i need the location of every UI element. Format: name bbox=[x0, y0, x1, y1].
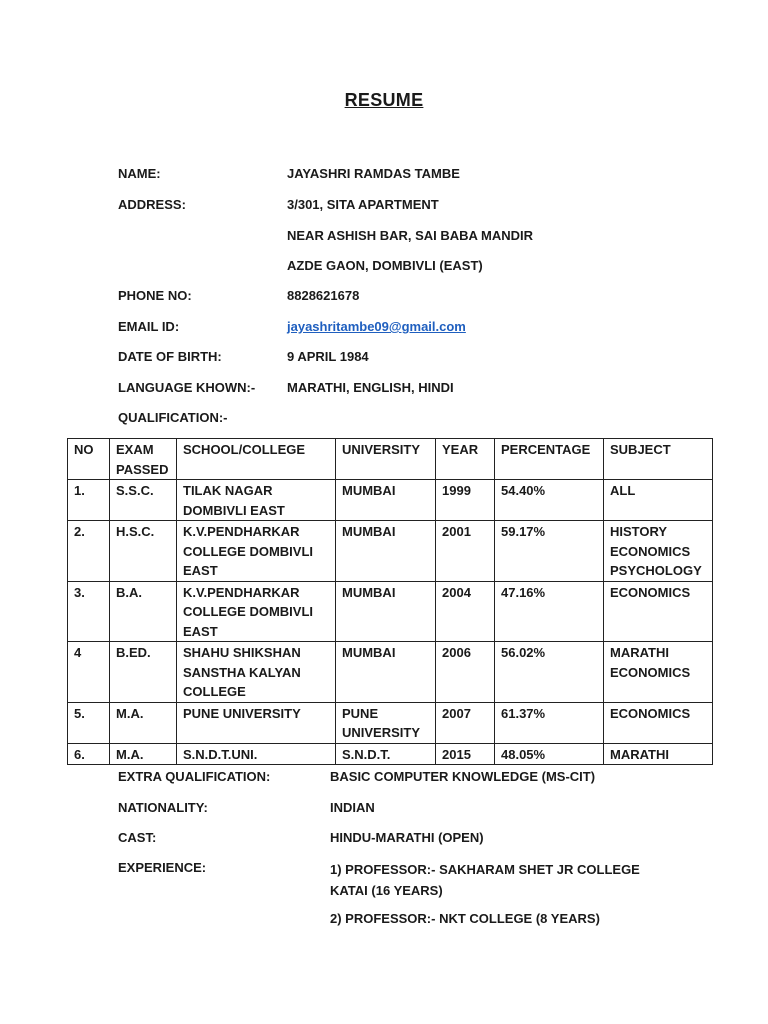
cell-university: S.N.D.T. bbox=[336, 743, 436, 765]
cell-subject: ECONOMICS bbox=[604, 702, 713, 743]
cell-school: K.V.PENDHARKAR COLLEGE DOMBIVLI EAST bbox=[177, 581, 336, 642]
cell-university: MUMBAI bbox=[336, 581, 436, 642]
experience-item-1: 1) PROFESSOR:- SAKHARAM SHET JR COLLEGE KATAI (16 YEARS) bbox=[330, 862, 640, 898]
cell-exam: M.A. bbox=[110, 702, 177, 743]
cell-year: 2007 bbox=[436, 702, 495, 743]
cell-subject: MARATHI bbox=[604, 743, 713, 765]
nationality-label: NATIONALITY: bbox=[118, 800, 208, 815]
dob-label: DATE OF BIRTH: bbox=[118, 349, 222, 364]
table-row bbox=[68, 521, 713, 582]
table-header-row bbox=[68, 439, 713, 480]
header-exam: EXAM PASSED bbox=[110, 439, 177, 480]
extra-qualification-value: BASIC COMPUTER KNOWLEDGE (MS-CIT) bbox=[330, 769, 596, 784]
cell-no: 1. bbox=[68, 480, 110, 521]
page-title: RESUME bbox=[344, 90, 424, 110]
cell-school: SHAHU SHIKSHAN SANSTHA KALYAN COLLEGE bbox=[177, 642, 336, 703]
extra-qualification-label: EXTRA QUALIFICATION: bbox=[118, 769, 271, 784]
cell-subject: HISTORY ECONOMICS PSYCHOLOGY bbox=[604, 521, 713, 582]
cell-exam: M.A. bbox=[110, 743, 177, 765]
email-link[interactable]: jayashritambe09@gmail.com bbox=[287, 319, 466, 334]
cell-school: S.N.D.T.UNI. bbox=[177, 743, 336, 765]
cell-percentage: 47.16% bbox=[495, 581, 604, 642]
qualification-label: QUALIFICATION:- bbox=[118, 410, 228, 425]
table-row bbox=[68, 743, 713, 765]
cell-percentage: 59.17% bbox=[495, 521, 604, 582]
cell-percentage: 48.05% bbox=[495, 743, 604, 765]
cell-year: 2001 bbox=[436, 521, 495, 582]
cell-subject: ALL bbox=[604, 480, 713, 521]
table-row bbox=[68, 480, 713, 521]
cell-no: 5. bbox=[68, 702, 110, 743]
cell-school: PUNE UNIVERSITY bbox=[177, 702, 336, 743]
cell-subject: ECONOMICS bbox=[604, 581, 713, 642]
table-row bbox=[68, 642, 713, 703]
header-school: SCHOOL/COLLEGE bbox=[177, 439, 336, 480]
cell-no: 4 bbox=[68, 642, 110, 703]
cell-year: 2006 bbox=[436, 642, 495, 703]
cell-school: K.V.PENDHARKAR COLLEGE DOMBIVLI EAST bbox=[177, 521, 336, 582]
phone-label: PHONE NO: bbox=[118, 288, 192, 303]
language-value: MARATHI, ENGLISH, HINDI bbox=[287, 380, 454, 395]
experience-item-2: 2) PROFESSOR:- NKT COLLEGE (8 YEARS) bbox=[330, 911, 600, 926]
language-label: LANGUAGE KHOWN:- bbox=[118, 380, 256, 395]
experience-label: EXPERIENCE: bbox=[118, 860, 207, 875]
cell-exam: B.A. bbox=[110, 581, 177, 642]
cell-subject: MARATHI ECONOMICS bbox=[604, 642, 713, 703]
dob-value: 9 APRIL 1984 bbox=[287, 349, 369, 364]
qualification-table bbox=[67, 438, 713, 765]
header-subject: SUBJECT bbox=[604, 439, 713, 480]
phone-value: 8828621678 bbox=[287, 288, 360, 303]
cell-no: 6. bbox=[68, 743, 110, 765]
cast-label: CAST: bbox=[118, 830, 157, 845]
cell-percentage: 61.37% bbox=[495, 702, 604, 743]
cell-university: MUMBAI bbox=[336, 480, 436, 521]
header-year: YEAR bbox=[436, 439, 495, 480]
address-line-2: NEAR ASHISH BAR, SAI BABA MANDIR bbox=[287, 228, 534, 243]
table-row bbox=[68, 702, 713, 743]
email-label: EMAIL ID: bbox=[118, 319, 180, 334]
name-label: NAME: bbox=[118, 166, 161, 181]
header-university: UNIVERSITY bbox=[336, 439, 436, 480]
address-line-1: 3/301, SITA APARTMENT bbox=[287, 197, 439, 212]
cell-university: MUMBAI bbox=[336, 642, 436, 703]
header-percentage: PERCENTAGE bbox=[495, 439, 604, 480]
cell-no: 2. bbox=[68, 521, 110, 582]
cell-year: 2015 bbox=[436, 743, 495, 765]
cell-university: MUMBAI bbox=[336, 521, 436, 582]
cell-school: TILAK NAGAR DOMBIVLI EAST bbox=[177, 480, 336, 521]
cell-exam: B.ED. bbox=[110, 642, 177, 703]
cell-year: 1999 bbox=[436, 480, 495, 521]
cell-exam: H.S.C. bbox=[110, 521, 177, 582]
nationality-value: INDIAN bbox=[330, 800, 375, 815]
cell-university: PUNE UNIVERSITY bbox=[336, 702, 436, 743]
header-no: NO bbox=[68, 439, 110, 480]
cell-year: 2004 bbox=[436, 581, 495, 642]
address-label: ADDRESS: bbox=[118, 197, 186, 212]
cast-value: HINDU-MARATHI (OPEN) bbox=[330, 830, 484, 845]
cell-no: 3. bbox=[68, 581, 110, 642]
address-line-3: AZDE GAON, DOMBIVLI (EAST) bbox=[287, 258, 483, 273]
name-value: JAYASHRI RAMDAS TAMBE bbox=[287, 166, 460, 181]
table-row bbox=[68, 581, 713, 642]
cell-percentage: 54.40% bbox=[495, 480, 604, 521]
cell-percentage: 56.02% bbox=[495, 642, 604, 703]
cell-exam: S.S.C. bbox=[110, 480, 177, 521]
